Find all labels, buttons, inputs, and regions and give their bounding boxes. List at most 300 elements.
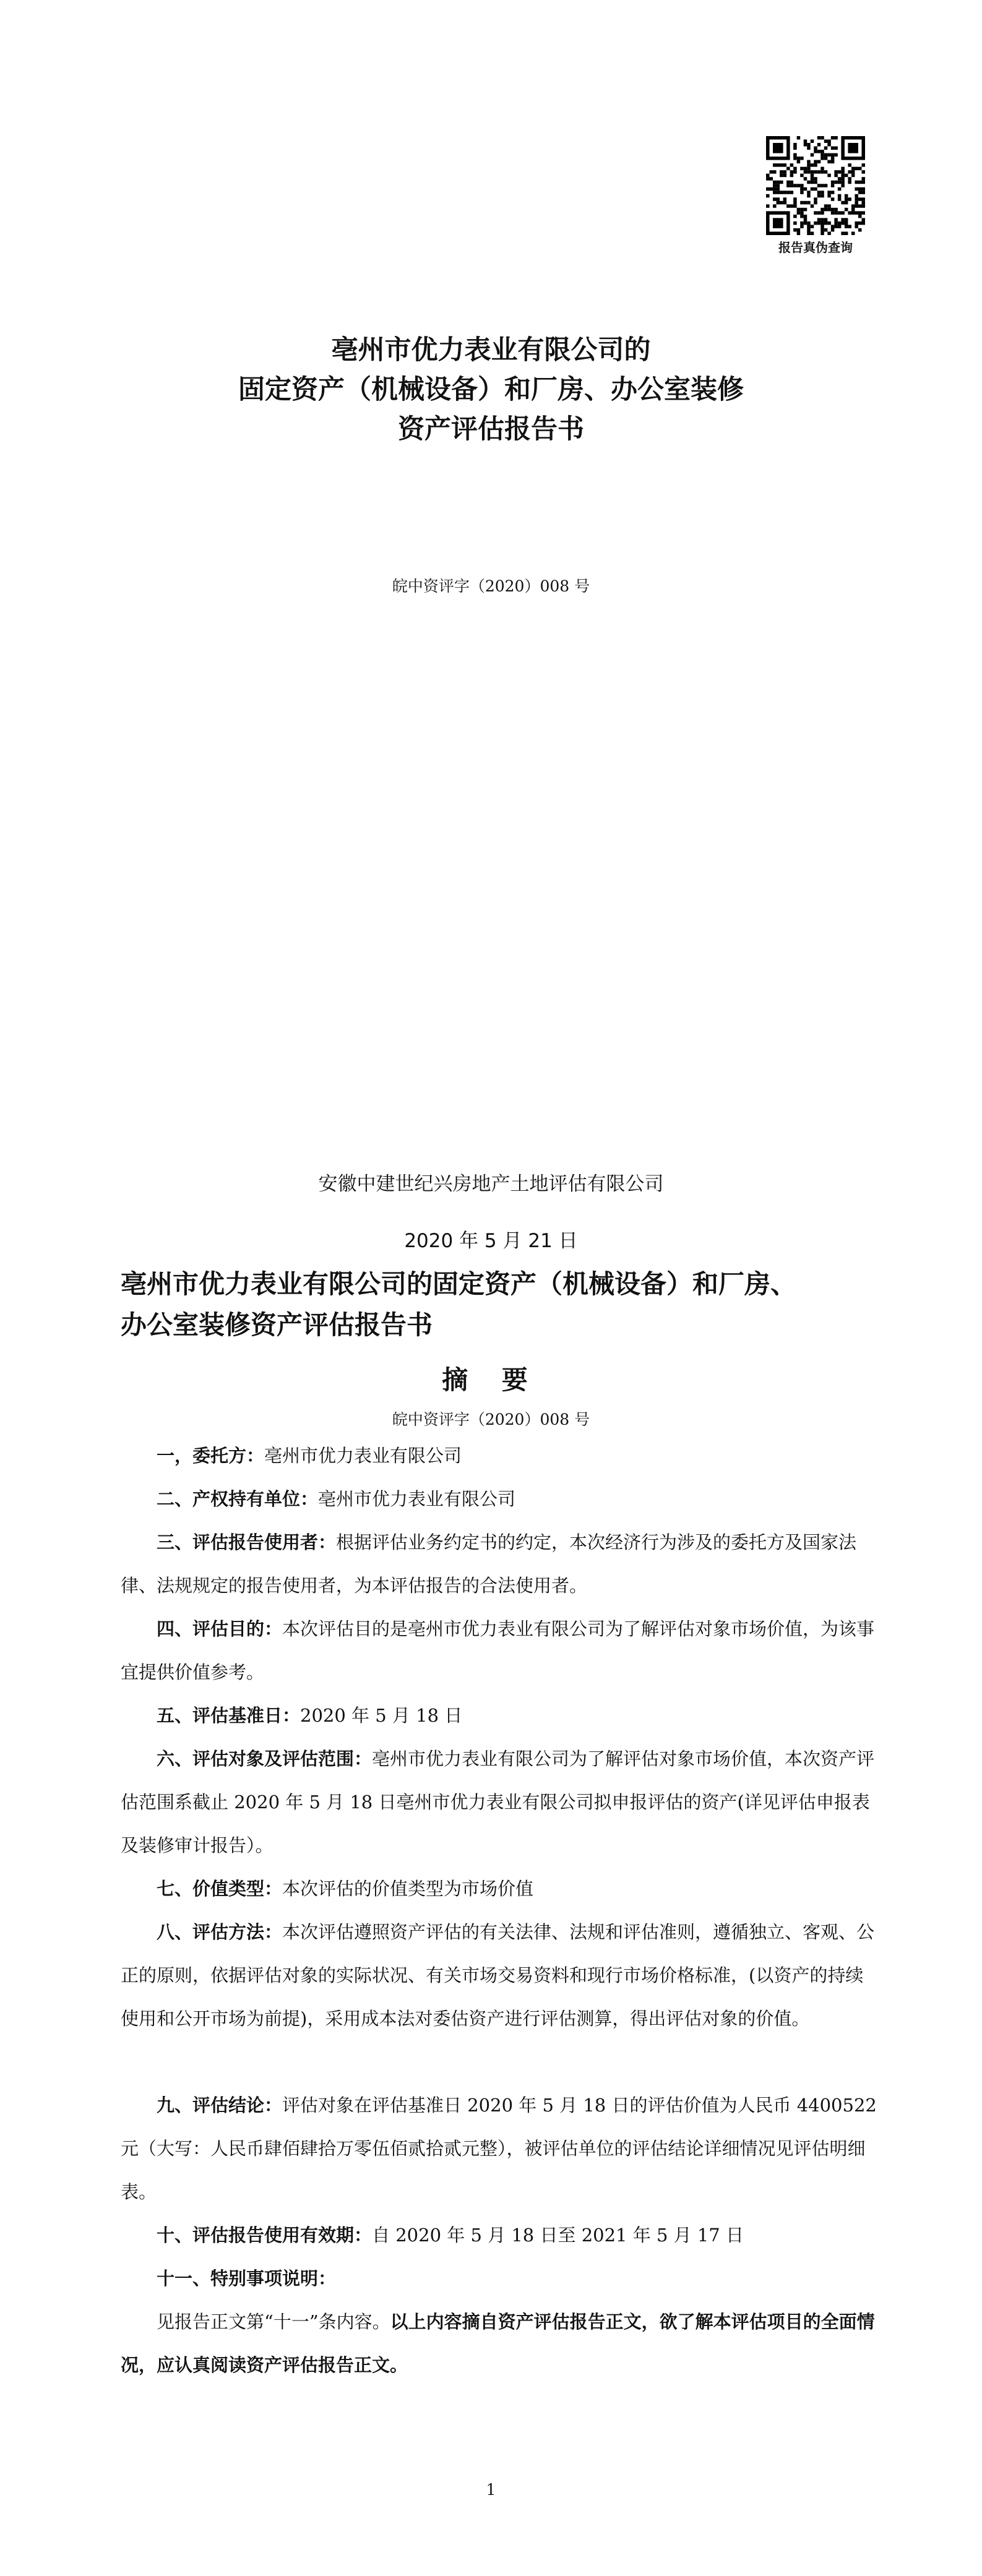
qr-module [790,204,794,208]
section-label: 一，委托方： [157,1445,265,1466]
qr-module [800,208,804,212]
qr-module [834,174,838,178]
qr-module [817,194,821,198]
qr-module [848,211,851,215]
qr-module [820,208,824,212]
qr-module [807,160,811,164]
section-label: 十、评估报告使用有效期： [157,2225,373,2246]
section-value-type [121,1867,879,1910]
qr-module [858,197,862,201]
qr-module [824,147,828,150]
qr-module [848,197,851,201]
qr-module [820,225,824,228]
qr-module [797,208,801,212]
qr-module [845,194,848,198]
qr-module [807,167,811,171]
qr-module [807,231,811,235]
qr-module [804,167,808,171]
section-base-date [121,1694,879,1737]
section-text: 自 2020 年 5 月 18 日至 2021 年 5 月 17 日 [372,2225,744,2246]
qr-module [817,160,821,164]
qr-module [773,191,777,194]
qr-finder-core [773,143,783,153]
qr-module [820,170,824,174]
qr-module [845,201,848,205]
qr-module [790,181,794,184]
qr-module [851,170,855,174]
qr-module [841,211,845,215]
qr-module [858,228,862,232]
qr-module [770,187,773,191]
qr-module [773,187,777,191]
qr-module [800,174,804,178]
qr-module [838,197,842,201]
qr-module [851,211,855,215]
qr-module [793,204,797,208]
qr-module [827,160,831,164]
qr-module [841,167,845,171]
qr-module [831,197,835,201]
qr-module [777,163,780,167]
qr-module [827,191,831,194]
qr-module [820,184,824,187]
qr-module [814,197,817,201]
qr-module [858,204,862,208]
cover-report-number: 皖中资评字（2020）008 号 [392,577,590,595]
qr-finder-core [848,143,858,153]
qr-module [820,218,824,221]
section-text: 本次评估遵照资产评估的有关法律、法规和评估准则，遵循独立、客观、公正的原则，依据评估对象的实际状况、有关市场交易资料和现行市场价格标准，(以资产的持续使用和公开市场为前提)，采用成本法对委估资产进行评估测算，得出评估对象的价值。 [121,1921,875,2029]
qr-module [817,136,821,140]
qr-module [814,147,817,150]
qr-module [814,150,817,153]
qr-module [804,187,808,191]
qr-module [831,225,835,228]
qr-module [827,143,831,147]
qr-module [817,170,821,174]
qr-module [831,211,835,215]
section-text: 2020 年 5 月 18 日 [300,1705,463,1726]
qr-module [773,163,777,167]
section-label: 八、评估方法： [157,1921,283,1943]
qr-module [858,167,862,171]
qr-module [797,160,801,164]
qr-module [838,177,842,181]
summary-title-line-1: 亳州市优力表业有限公司的固定资产（机械设备）和厂房、 [121,1269,797,1299]
qr-module [841,174,845,178]
qr-module [800,167,804,171]
section-method [121,1910,879,2040]
section-text: 亳州市优力表业有限公司为了解评估对象市场价值，本次资产评估范围系截止 2020 年 5 月 18 日亳州市优力表业有限公司拟申报评估的资产(详见评估申报表及装修审计报告）。 [121,1748,875,1856]
qr-module [766,187,770,191]
qr-module [831,184,835,187]
qr-module [841,181,845,184]
qr-module [817,191,821,194]
qr-module [770,170,773,174]
qr-module [845,218,848,221]
qr-module [800,157,804,160]
qr-module [858,181,862,184]
qr-module [783,191,787,194]
qr-module [838,187,842,191]
qr-module [845,208,848,212]
qr-module [777,201,780,205]
qr-module [861,187,865,191]
qr-module [831,136,835,140]
section-label: 五、评估基准日： [157,1705,301,1726]
qr-module [855,181,858,184]
qr-module [793,228,797,232]
qr-module [793,153,797,157]
qr-module [824,208,828,212]
qr-module [827,204,831,208]
qr-module [780,201,783,205]
qr-module [766,174,770,178]
qr-module [790,170,794,174]
qr-module [831,228,835,232]
qr-module [841,170,845,174]
qr-module [814,211,817,215]
qr-module [780,181,783,184]
qr-module [807,191,811,194]
qr-module [804,215,808,218]
qr-module [814,221,817,225]
qr-module [786,204,790,208]
qr-module [841,201,845,205]
qr-module [827,174,831,178]
qr-module [834,218,838,221]
qr-module [817,211,821,215]
qr-module [824,153,828,157]
qr-module [851,167,855,171]
qr-module [855,194,858,198]
qr-module [820,221,824,225]
qr-module [820,136,824,140]
qr-module [793,197,797,201]
qr-module [797,228,801,232]
qr-module [841,184,845,187]
qr-module [841,221,845,225]
qr-module [841,231,845,235]
qr-module [851,204,855,208]
qr-module [766,177,770,181]
qr-module [841,218,845,221]
qr-module [838,194,842,198]
qr-module [855,167,858,171]
qr-module [814,181,817,184]
qr-module [855,197,858,201]
qr-module [793,167,797,171]
section-owner [121,1477,879,1521]
qr-module [807,170,811,174]
qr-module [861,170,865,174]
qr-module [807,228,811,232]
section-text: 亳州市优力表业有限公司 [264,1445,462,1466]
qr-module [793,215,797,218]
qr-module [820,231,824,235]
qr-module [831,208,835,212]
qr-module [820,191,824,194]
qr-module [817,150,821,153]
qr-module [834,136,838,140]
qr-module [777,197,780,201]
qr-module [793,157,797,160]
qr-module [861,197,865,201]
qr-module [780,170,783,174]
qr-module [804,221,808,225]
qr-module [834,225,838,228]
qr-module [817,221,821,225]
qr-module [807,194,811,198]
qr-module [824,228,828,232]
section-client [121,1434,879,1477]
qr-module [783,170,787,174]
qr-module [834,147,838,150]
qr-module [807,181,811,184]
qr-module [824,218,828,221]
qr-module [814,201,817,205]
qr-module [848,163,851,167]
qr-module [814,163,817,167]
abstract-heading: 摘 要 [442,1365,540,1395]
section-text: 评估对象在评估基准日 2020 年 5 月 18 日的评估价值为人民币 4400522 元（大写：人民币肆佰肆拾万零伍佰贰拾贰元整），被评估单位的评估结论详细情况见评估明细表。 [121,2095,877,2202]
qr-module [838,225,842,228]
qr-module [848,177,851,181]
qr-module [858,221,862,225]
qr-module [861,218,865,221]
qr-module [800,187,804,191]
qr-module [797,231,801,235]
qr-module [834,211,838,215]
qr-module [851,208,855,212]
closing-paragraph [121,2300,879,2387]
qr-module [780,174,783,178]
qr-module [855,201,858,205]
section-text: 根据评估业务约定书的约定，本次经济行为涉及的委托方及国家法律、法规规定的报告使用者，为本评估报告的合法使用者。 [121,1532,857,1596]
qr-module [797,136,801,140]
qr-module [858,191,862,194]
qr-module [773,204,777,208]
qr-module [800,225,804,228]
qr-module [814,160,817,164]
qr-module [838,170,842,174]
qr-module [827,221,831,225]
qr-module [848,170,851,174]
qr-module [790,191,794,194]
qr-module [834,221,838,225]
qr-module [790,163,794,167]
cover-title-line-1: 亳州市优力表业有限公司的 [331,335,651,366]
qr-module [861,177,865,181]
qr-module [766,204,770,208]
qr-module [834,208,838,212]
qr-module [824,221,828,225]
qr-module [770,177,773,181]
page-number: 1 [486,2481,496,2499]
qr-module [831,147,835,150]
cover-date: 2020 年 5 月 21 日 [404,1230,578,1252]
cover-organization: 安徽中建世纪兴房地产土地评估有限公司 [318,1173,664,1195]
qr-module [811,225,814,228]
qr-module [851,231,855,235]
qr-module [804,170,808,174]
section-text: 本次评估目的是亳州市优力表业有限公司为了解评估对象市场价值，为该事宜提供价值参考。 [121,1618,875,1683]
qr-module [777,184,780,187]
section-label: 六、评估对象及评估范围： [157,1748,373,1769]
qr-module [800,184,804,187]
qr-module [786,167,790,171]
qr-module [845,197,848,201]
qr-module [783,197,787,201]
qr-module [807,225,811,228]
qr-finder-core [773,218,783,228]
qr-module [800,221,804,225]
qr-module [811,140,814,144]
qr-module [786,184,790,187]
qr-module [827,140,831,144]
qr-module [793,201,797,205]
qr-module [783,174,787,178]
qr-module [797,157,801,160]
section-text: 本次评估的价值类型为市场价值 [282,1878,534,1899]
section-special-notes [121,2257,879,2300]
qr-module [811,181,814,184]
qr-module [838,181,842,184]
qr-module [861,191,865,194]
qr-module [861,211,865,215]
qr-module [773,197,777,201]
cover-title-line-3: 资产评估报告书 [398,414,584,445]
qr-module [820,211,824,215]
qr-module [777,181,780,184]
section-purpose [121,1607,879,1694]
qr-module [811,204,814,208]
qr-module [820,194,824,198]
qr-module [793,147,797,150]
qr-module [807,221,811,225]
qr-module [797,184,801,187]
qr-module [800,211,804,215]
qr-module [824,204,828,208]
qr-module [824,170,828,174]
qr-module [838,221,842,225]
qr-module [773,184,777,187]
section-label: 九、评估结论： [157,2095,283,2116]
qr-module [811,170,814,174]
qr-module [804,201,808,205]
qr-module [814,177,817,181]
qr-module [855,225,858,228]
summary-title-line-2: 办公室装修资产评估报告书 [121,1310,433,1340]
qr-module [834,170,838,174]
qr-module [804,218,808,221]
qr-module [831,191,835,194]
qr-module [827,194,831,198]
qr-module [820,167,824,171]
qr-module [861,181,865,184]
section-report-users [121,1521,879,1607]
qr-module [861,163,865,167]
qr-caption: 报告真伪查询 [778,240,853,255]
qr-module [851,174,855,178]
qr-module [814,170,817,174]
qr-module [811,163,814,167]
qr-module [831,160,835,164]
qr-module [786,191,790,194]
qr-module [807,163,811,167]
qr-module [831,181,835,184]
qr-module [804,208,808,212]
qr-module [858,211,862,215]
section-label: 四、评估目的： [157,1618,283,1639]
qr-code[interactable] [766,136,865,235]
qr-module [800,215,804,218]
qr-module [855,211,858,215]
qr-module [817,143,821,147]
qr-module [780,163,783,167]
qr-module [848,225,851,228]
qr-module [814,187,817,191]
qr-module [811,231,814,235]
qr-module [811,153,814,157]
qr-module [786,181,790,184]
qr-module [797,211,801,215]
section-label: 二、产权持有单位： [157,1488,319,1509]
qr-module [793,221,797,225]
qr-module [824,184,828,187]
qr-module [804,177,808,181]
qr-module [773,170,777,174]
qr-module [827,153,831,157]
qr-module [820,157,824,160]
section-conclusion [121,2084,879,2213]
qr-module [858,215,862,218]
qr-module [820,228,824,232]
qr-module [783,201,787,205]
qr-module [824,157,828,160]
qr-module [827,231,831,235]
qr-module [855,187,858,191]
section-text: 亳州市优力表业有限公司 [318,1488,516,1509]
qr-module [783,163,787,167]
qr-module [858,187,862,191]
qr-module [804,143,808,147]
qr-module [841,177,845,181]
qr-module [790,174,794,178]
qr-module [807,143,811,147]
qr-module [831,157,835,160]
qr-module [817,218,821,221]
qr-module [861,204,865,208]
qr-module [777,191,780,194]
qr-module [800,191,804,194]
qr-module [800,201,804,205]
qr-module [777,187,780,191]
qr-module [824,140,828,144]
qr-module [827,208,831,212]
qr-module [804,140,808,144]
qr-module [780,191,783,194]
qr-module [845,225,848,228]
qr-module [793,143,797,147]
qr-module [845,174,848,178]
qr-module [773,181,777,184]
qr-module [845,231,848,235]
qr-module [820,153,824,157]
qr-module [861,201,865,205]
qr-module [766,194,770,198]
qr-module [855,221,858,225]
